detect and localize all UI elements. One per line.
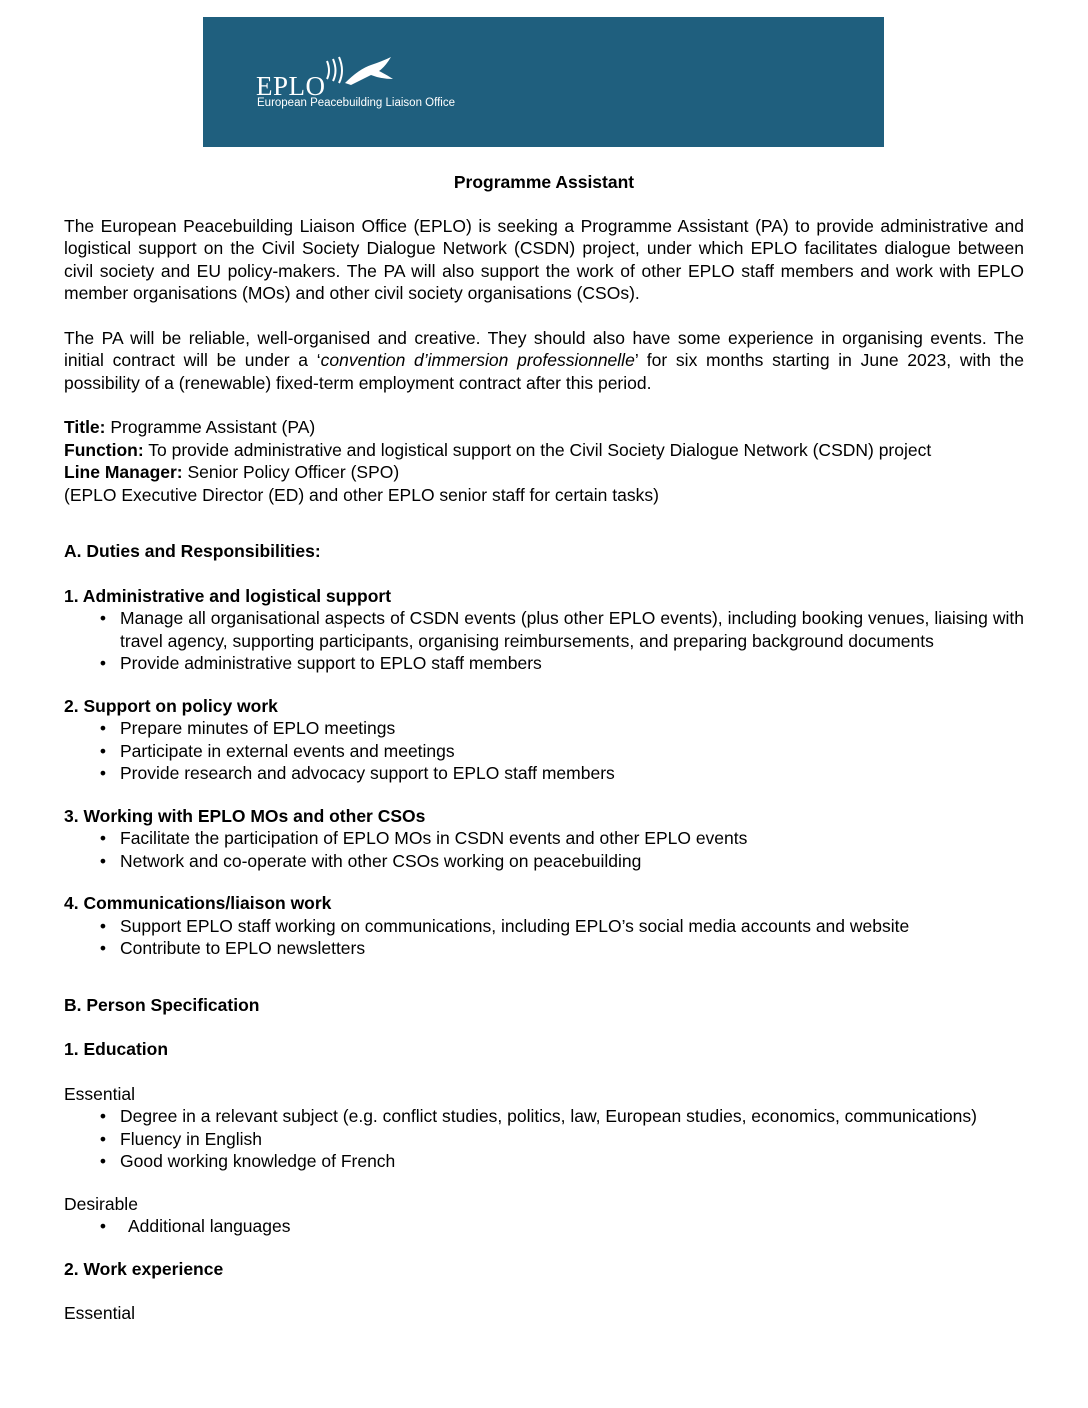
manager-value: Senior Policy Officer (SPO)	[182, 462, 400, 482]
logo-wordmark: EPLO	[256, 71, 326, 101]
document-body	[64, 171, 1024, 1325]
bullet-icon: •	[99, 850, 107, 871]
b1-essential-list	[64, 1105, 1024, 1173]
intro-p2-italic: convention d’immersion professionnelle	[320, 350, 635, 370]
list-item: • Prepare minutes of EPLO meetings	[99, 718, 396, 738]
list-item: • Degree in a relevant subject (e.g. conflict studies, politics, law, European studies, economics, communications)	[99, 1106, 977, 1126]
list-item: • Network and co-operate with other CSOs working on peacebuilding	[99, 850, 642, 871]
title-value: Programme Assistant (PA)	[105, 417, 316, 437]
section-b-heading: B. Person Specification	[64, 994, 260, 1015]
section-a-heading: A. Duties and Responsibilities:	[64, 541, 321, 561]
b2-essential-label: Essential	[64, 1303, 136, 1323]
a1-list	[64, 607, 1024, 675]
a3-heading: 3. Working with EPLO MOs and other CSOs	[64, 805, 426, 826]
logo-subtitle: European Peacebuilding Liaison Office	[257, 97, 455, 109]
intro-p2-part-a: The PA will be reliable, well-organised and creative. They should also have some experience in organising events. The initial contract will be under a ‘	[64, 327, 1024, 370]
list-item: • Good working knowledge of French	[99, 1151, 396, 1171]
bullet-icon: •	[99, 1106, 107, 1126]
function-label: Function:	[64, 439, 144, 460]
list-item: • Provide research and advocacy support to EPLO staff members	[99, 763, 615, 783]
intro-paragraph-2	[64, 327, 1024, 395]
list-item: • Support EPLO staff working on communications, including EPLO’s social media accounts and website	[99, 915, 910, 936]
function-value: To provide administrative and logistical support on the Civil Society Dialogue Network (CSDN) project	[143, 439, 932, 460]
bullet-icon: •	[99, 915, 107, 936]
b1-desirable-label: Desirable	[64, 1193, 138, 1214]
bullet-icon: •	[99, 608, 107, 628]
header-banner	[203, 17, 884, 147]
manager-note: (EPLO Executive Director (ED) and other EPLO senior staff for certain tasks)	[64, 484, 659, 505]
function-line	[64, 439, 1024, 462]
list-item: • Fluency in English	[99, 1128, 263, 1149]
manager-line	[64, 461, 1024, 484]
list-item: • Facilitate the participation of EPLO MOs in CSDN events and other EPLO events	[99, 828, 748, 848]
a4-heading: 4. Communications/liaison work	[64, 893, 332, 913]
page-title: Programme Assistant	[453, 172, 635, 192]
bullet-icon: •	[99, 1151, 107, 1171]
a2-list	[64, 717, 1024, 785]
bullet-icon: •	[99, 740, 107, 761]
bullet-icon: •	[99, 653, 107, 673]
bullet-icon: •	[99, 763, 107, 783]
bullet-icon: •	[99, 1128, 107, 1149]
title-line	[64, 416, 1024, 439]
list-item: • Provide administrative support to EPLO staff members	[99, 653, 542, 673]
b1-essential-label: Essential	[64, 1083, 136, 1104]
a1-heading: 1. Administrative and logistical support	[64, 585, 392, 606]
bullet-icon: •	[99, 828, 107, 848]
intro-paragraph-1: The European Peacebuilding Liaison Office (EPLO) is seeking a Programme Assistant (PA) to provide administrative and logistical support on the Civil Society Dialogue Network (CSDN) project, under which EPLO facilitates dialogue between civil society and EU policy-makers. The PA will also support the work of other EPLO staff members and work with EPLO member organisations (MOs) and other civil society organisations (CSOs).	[64, 215, 1024, 303]
a2-heading: 2. Support on policy work	[64, 695, 278, 716]
manager-label: Line Manager:	[64, 462, 183, 482]
bullet-icon: •	[99, 938, 107, 958]
bullet-icon: •	[99, 718, 107, 738]
a4-list	[64, 915, 1024, 960]
list-item: • Additional languages	[99, 1216, 291, 1236]
list-item: • Participate in external events and meetings	[99, 740, 455, 761]
b1-desirable-list	[64, 1215, 1024, 1238]
bird-logo-icon	[321, 53, 393, 95]
b2-heading: 2. Work experience	[64, 1258, 224, 1279]
b1-heading: 1. Education	[64, 1039, 169, 1059]
title-label: Title:	[64, 417, 106, 437]
a3-list	[64, 827, 1024, 872]
list-item: • Manage all organisational aspects of CSDN events (plus other EPLO events), including booking venues, liaising with travel agency, supporting participants, organising reimbursements, and preparing background documents	[99, 608, 1024, 651]
list-item: • Contribute to EPLO newsletters	[99, 938, 366, 958]
intro-p2-part-b: ’ for six months starting in June 2023, with the possibility of a (renewable) fixed-term employment contract after this period.	[64, 350, 1024, 393]
bullet-icon: •	[99, 1216, 107, 1236]
